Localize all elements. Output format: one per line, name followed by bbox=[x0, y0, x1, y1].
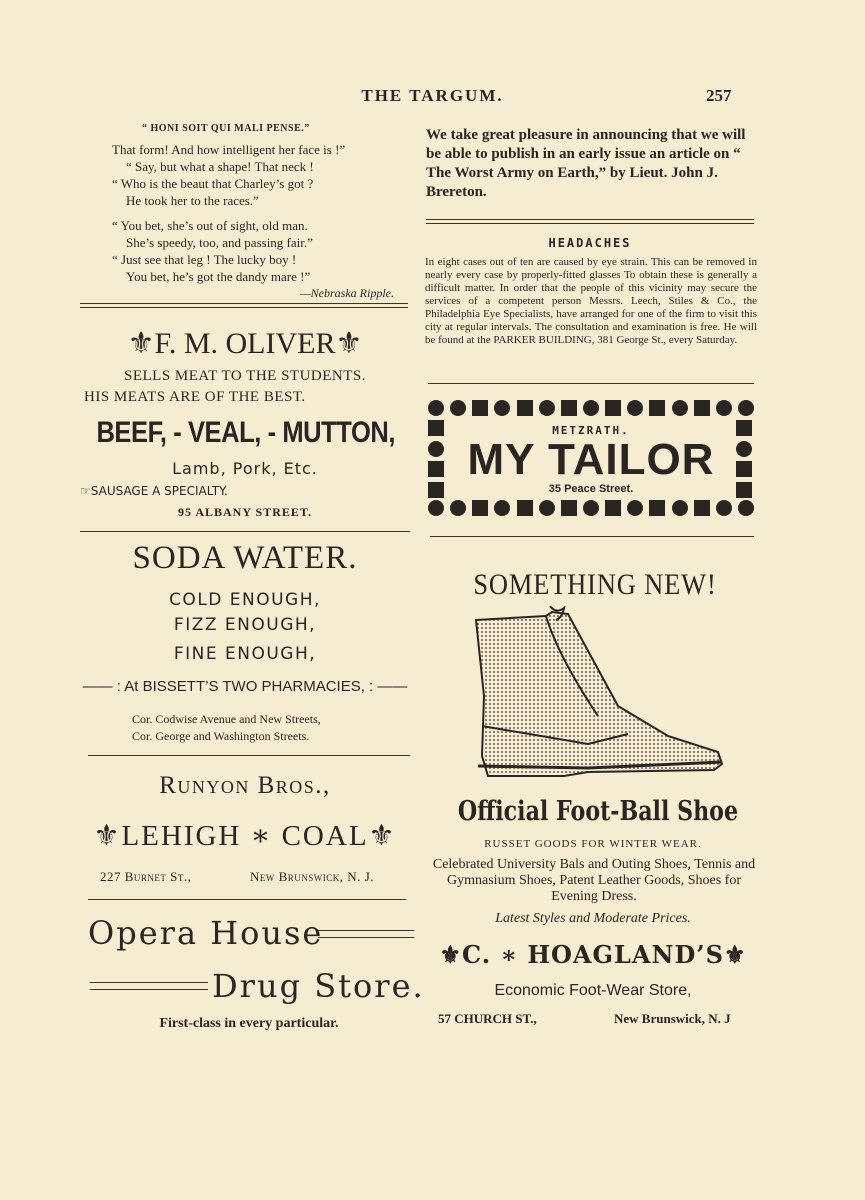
tailor-border-top bbox=[428, 400, 754, 418]
poem bbox=[112, 120, 412, 302]
ornament-right-icon: ⚜ bbox=[368, 820, 397, 852]
ornament-left-icon: ⚜ bbox=[93, 820, 122, 852]
soda-address: Cor. George and Washington Streets. bbox=[132, 729, 310, 743]
poem-line: “ Just see that leg ! The lucky boy ! bbox=[112, 252, 297, 267]
economic-line: Economic Foot-Wear Store, bbox=[494, 982, 692, 999]
tailor-main: MY TAILOR bbox=[467, 435, 715, 484]
poem-line: “ Who is the beaut that Charley’s got ? bbox=[112, 176, 314, 191]
opera-line3: First-class in every particular. bbox=[159, 1016, 339, 1031]
tailor-name: METZRATH. bbox=[552, 424, 630, 437]
tailor-address: 35 Peace Street. bbox=[548, 483, 634, 495]
oliver-line: SELLS MEAT TO THE STUDENTS. bbox=[124, 368, 366, 384]
church-city: New Brunswick, N. J bbox=[614, 1011, 731, 1026]
oliver-line: HIS MEATS ARE OF THE BEST. bbox=[84, 389, 306, 405]
oliver-address: 95 ALBANY STREET. bbox=[177, 505, 313, 519]
latest-line: Latest Styles and Moderate Prices. bbox=[495, 911, 691, 926]
asterisk-icon: ∗ bbox=[241, 820, 282, 852]
oliver-line: Lamb, Pork, Etc. bbox=[172, 459, 318, 478]
headaches-title: HEADACHES bbox=[548, 236, 632, 250]
tailor-border-bottom bbox=[428, 500, 754, 518]
divider bbox=[430, 536, 754, 537]
something-new: SOMETHING NEW! bbox=[473, 568, 717, 601]
announcement: We take great pleasure in announcing that we will be able to publish in an early issue an article on “ The Worst Army on Earth,” by Lieut. John J. Brereton. bbox=[426, 127, 746, 200]
divider bbox=[80, 303, 408, 308]
soda-line: FINE ENOUGH, bbox=[173, 644, 317, 664]
lehigh-coal: ⚜LEHIGH ∗ COAL⚜ bbox=[93, 820, 397, 852]
soda-line: COLD ENOUGH, bbox=[169, 590, 321, 610]
russet-line: RUSSET GOODS FOR WINTER WEAR. bbox=[484, 838, 702, 850]
poem-line: That form! And how intelligent her face is !” bbox=[112, 142, 346, 157]
divider bbox=[80, 531, 410, 532]
runyon-address-left: 227 Burnet St., bbox=[100, 869, 192, 884]
poem-line: You bet, he’s got the dandy mare !” bbox=[126, 269, 311, 284]
poem-line: She’s speedy, too, and passing fair.” bbox=[126, 235, 313, 250]
page-number: 257 bbox=[706, 86, 732, 105]
ornament-left-icon: ⚜ bbox=[439, 940, 463, 969]
dash-ornament: : —— bbox=[364, 678, 408, 695]
runyon-address-right: New Brunswick, N. J. bbox=[250, 869, 374, 884]
opera-line2: Drug Store. bbox=[212, 967, 425, 1005]
oliver-name: ⚜F. M. OLIVER⚜ bbox=[127, 327, 363, 360]
soda-bissett: —— : At BISSETT’S TWO PHARMACIES, : —— bbox=[82, 678, 408, 695]
headaches-body: In eight cases out of ten are caused by eye strain. This can be removed in nearly every case by properly-fitted glasses To obtain these is generally a difficult matter. In order that the people of this vicinity may secure the services of a competent person Messrs. Leech, Stiles & Co., the Philadelphia Eye Specialists, have arranged for one of the firm to visit this city at regular intervals. The consultation and examination is free. He will be found at the PARKER BUILDING, 381 George St., every Saturday. bbox=[425, 256, 757, 346]
hoagland-name: ⚜C. ∗ HOAGLAND’S⚜ bbox=[439, 940, 747, 969]
page-title: THE TARGUM. bbox=[361, 86, 504, 105]
pointing-hand-icon: ☞ bbox=[80, 484, 91, 498]
tailor-ad bbox=[428, 400, 754, 518]
divider bbox=[428, 383, 754, 384]
divider bbox=[426, 219, 754, 224]
church-address: 57 CHURCH ST., bbox=[438, 1011, 537, 1026]
poem-attribution: —Nebraska Ripple. bbox=[300, 286, 394, 300]
poem-line: He took her to the races.” bbox=[126, 193, 259, 208]
oliver-meats: BEEF, - VEAL, - MUTTON, bbox=[96, 416, 396, 449]
ornament-right-icon: ⚜ bbox=[723, 940, 747, 969]
soda-title: SODA WATER. bbox=[132, 540, 358, 576]
opera-line1: Opera House bbox=[88, 914, 324, 952]
dash-ornament bbox=[318, 930, 414, 938]
dash-ornament: —— : bbox=[82, 678, 125, 695]
oliver-specialty: ☞SAUSAGE A SPECIALTY. bbox=[80, 484, 228, 498]
ornament-right-icon: ⚜ bbox=[335, 327, 363, 360]
divider bbox=[88, 755, 410, 756]
soda-address: Cor. Codwise Avenue and New Streets, bbox=[132, 712, 321, 726]
dash-ornament bbox=[90, 982, 208, 990]
poem-motto: “ HONI SOIT QUI MALI PENSE.” bbox=[142, 123, 310, 134]
divider bbox=[88, 899, 406, 900]
boot-illustration bbox=[468, 606, 730, 784]
poem-line: “ You bet, she’s out of sight, old man. bbox=[112, 218, 308, 233]
ornament-left-icon: ⚜ bbox=[127, 327, 155, 360]
runyon-name: Runyon Bros., bbox=[159, 772, 331, 799]
soda-line: FIZZ ENOUGH, bbox=[173, 615, 317, 635]
celebrated-line: Celebrated University Bals and Outing Shoes, Tennis and Gymnasium Shoes, Patent Leather Goods, Shoes for Evening Dress. bbox=[432, 857, 756, 904]
poem-line: “ Say, but what a shape! That neck ! bbox=[126, 159, 314, 174]
football-title: Official Foot-Ball Shoe bbox=[457, 796, 739, 827]
